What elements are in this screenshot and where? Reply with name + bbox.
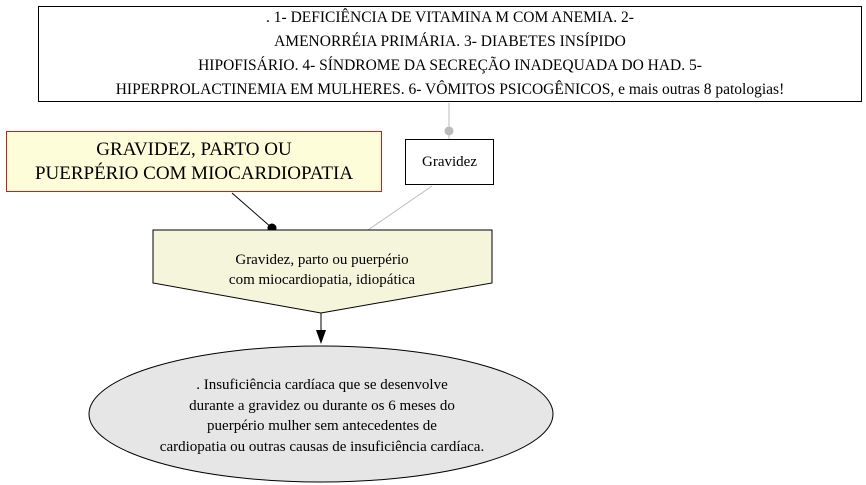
definition-arrowhead — [316, 330, 326, 344]
diagnosis-line: Gravidez, parto ou puerpério — [235, 252, 409, 268]
top-note-line: AMENORRÉIA PRIMÁRIA. 3- DIABETES INSÍPIDO — [274, 33, 626, 50]
top-note-box[interactable] — [38, 6, 862, 102]
definition-line: durante a gravidez ou durante os 6 meses do — [189, 397, 455, 414]
definition-node[interactable] — [100, 372, 544, 460]
diagnosis-node[interactable] — [152, 245, 492, 295]
top-note-line: . 1- DEFICIÊNCIA DE VITAMINA M COM ANEMIA. 2- — [266, 9, 634, 26]
category-connector — [232, 193, 272, 228]
definition-line: cardiopatia ou outras causas de insuficiência cardíaca. — [159, 438, 485, 455]
gravidez-box[interactable] — [405, 139, 494, 185]
definition-line: . Insuficiência cardíaca que se desenvolve — [196, 377, 448, 393]
category-line: PUERPÉRIO COM MIOCARDIOPATIA — [34, 162, 354, 184]
top-note-line: HIPOFISÁRIO. 4- SÍNDROME DA SECREÇÃO INADEQUADA DO HAD. 5- — [198, 57, 702, 74]
gravidez-connector — [368, 186, 432, 230]
category-line: GRAVIDEZ, PARTO OU — [96, 138, 292, 160]
note-connector-dot — [445, 127, 454, 136]
top-note-line: HIPERPROLACTINEMIA EM MULHERES. 6- VÔMITOS PSICOGÊNICOS, e mais outras 8 patologias! — [115, 81, 785, 98]
category-box[interactable] — [6, 131, 382, 192]
definition-line: puerpério mulher sem antecedentes de — [207, 418, 437, 434]
diagnosis-line: com miocardiopatia, idiopática — [228, 272, 416, 288]
gravidez-label: Gravidez — [422, 153, 477, 170]
